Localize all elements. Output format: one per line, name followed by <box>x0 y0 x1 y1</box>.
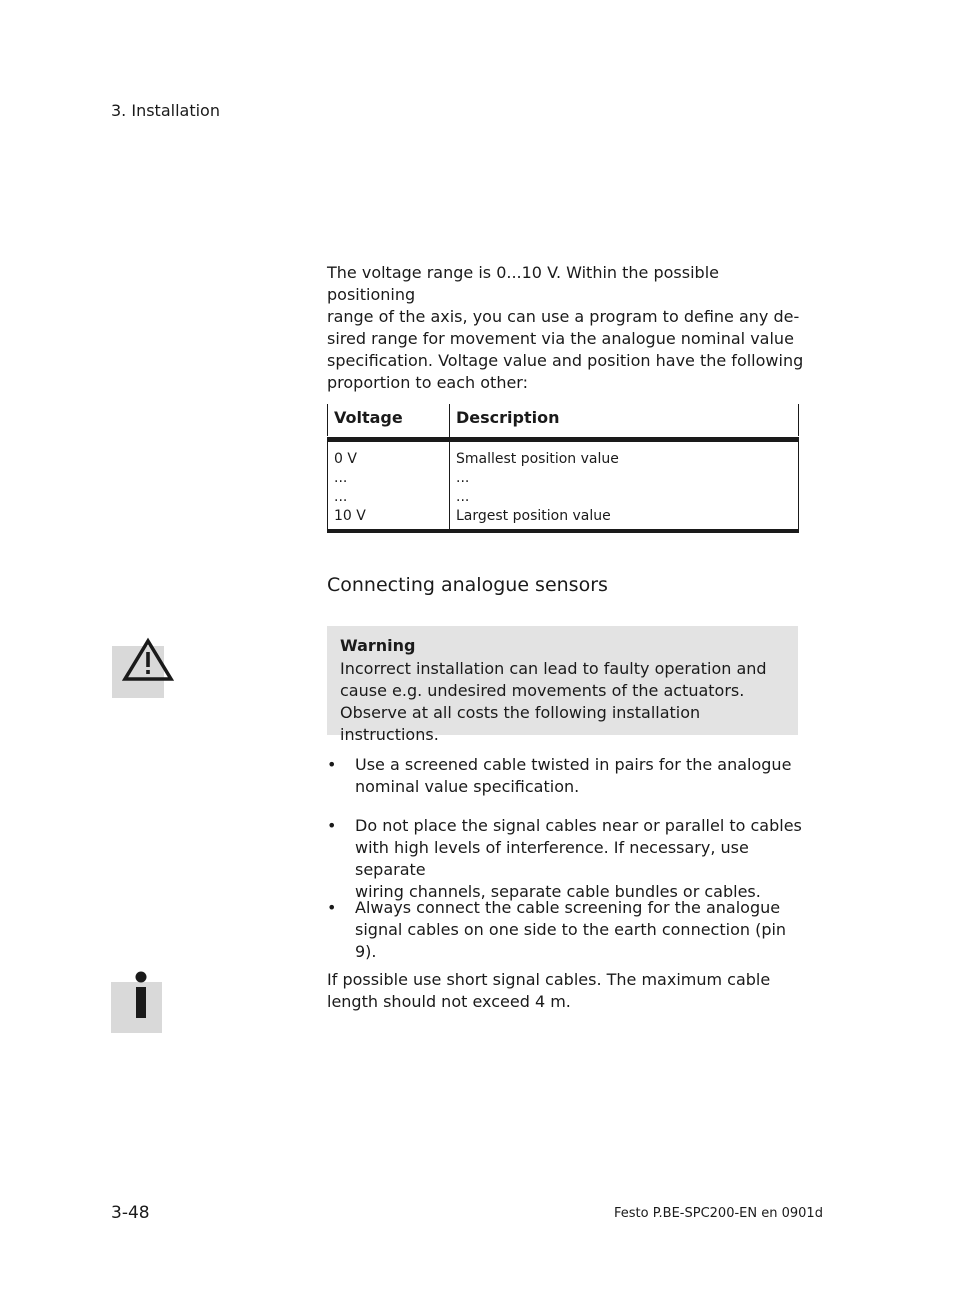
warning-title: Warning <box>340 636 416 655</box>
warning-line: Incorrect installation can lead to faulty operation and <box>340 659 767 678</box>
list-item-line: nominal value specification. <box>355 777 580 796</box>
list-item-line: Use a screened cable twisted in pairs for the analogue <box>355 755 792 774</box>
table-bottom-rule <box>327 529 799 533</box>
list-item-line: Always connect the cable screening for the analogue <box>355 898 781 917</box>
note-line: length should not exceed 4 m. <box>327 992 571 1011</box>
list-item-line: with high levels of interference. If necessary, use separate <box>355 838 749 879</box>
warning-line: cause e.g. undesired movements of the actuators. <box>340 681 745 700</box>
info-icon <box>111 982 162 1033</box>
list-item-line: wiring channels, separate cable bundles or cables. <box>355 882 761 901</box>
intro-line: specification. Voltage value and position have the following <box>327 351 804 370</box>
section-subheading: Connecting analogue sensors <box>327 574 608 596</box>
table-cell-description: Largest position value <box>456 508 611 524</box>
warning-line: Observe at all costs the following installation instructions. <box>340 703 701 744</box>
page-number: 3-48 <box>111 1203 150 1223</box>
intro-line: The voltage range is 0...10 V. Within the possible positioning <box>327 263 719 304</box>
warning-text <box>340 658 790 746</box>
warning-triangle-icon <box>112 646 164 698</box>
table-cell-description: Smallest position value <box>456 451 619 467</box>
table-header-description: Description <box>456 408 560 427</box>
chapter-header: 3. Installation <box>111 101 220 120</box>
table-cell-description: ... <box>456 470 470 486</box>
table-cell-description: ... <box>456 489 470 505</box>
intro-line: range of the axis, you can use a program to define any de- <box>327 307 800 326</box>
table-cell-voltage: 0 V <box>334 451 357 467</box>
note-line: If possible use short signal cables. The maximum cable <box>327 970 771 989</box>
note-paragraph <box>327 969 807 1013</box>
intro-paragraph <box>327 262 807 394</box>
bullet-symbol: • <box>327 755 337 774</box>
document-reference: Festo P.BE-SPC200-EN en 0901d <box>614 1206 823 1221</box>
bullet-symbol: • <box>327 898 337 917</box>
table-header-voltage: Voltage <box>334 408 403 427</box>
voltage-position-table <box>327 404 799 533</box>
bullet-symbol: • <box>327 816 337 835</box>
list-item-line: Do not place the signal cables near or parallel to cables <box>355 816 802 835</box>
warning-box <box>327 626 798 744</box>
table-cell-voltage: ... <box>334 470 348 486</box>
intro-line: proportion to each other: <box>327 373 528 392</box>
table-cell-voltage: ... <box>334 489 348 505</box>
intro-line: sired range for movement via the analogue nominal value <box>327 329 794 348</box>
list-item-line: signal cables on one side to the earth connection (pin 9). <box>355 920 787 961</box>
table-cell-voltage: 10 V <box>334 508 366 524</box>
table-column-divider <box>449 404 450 529</box>
